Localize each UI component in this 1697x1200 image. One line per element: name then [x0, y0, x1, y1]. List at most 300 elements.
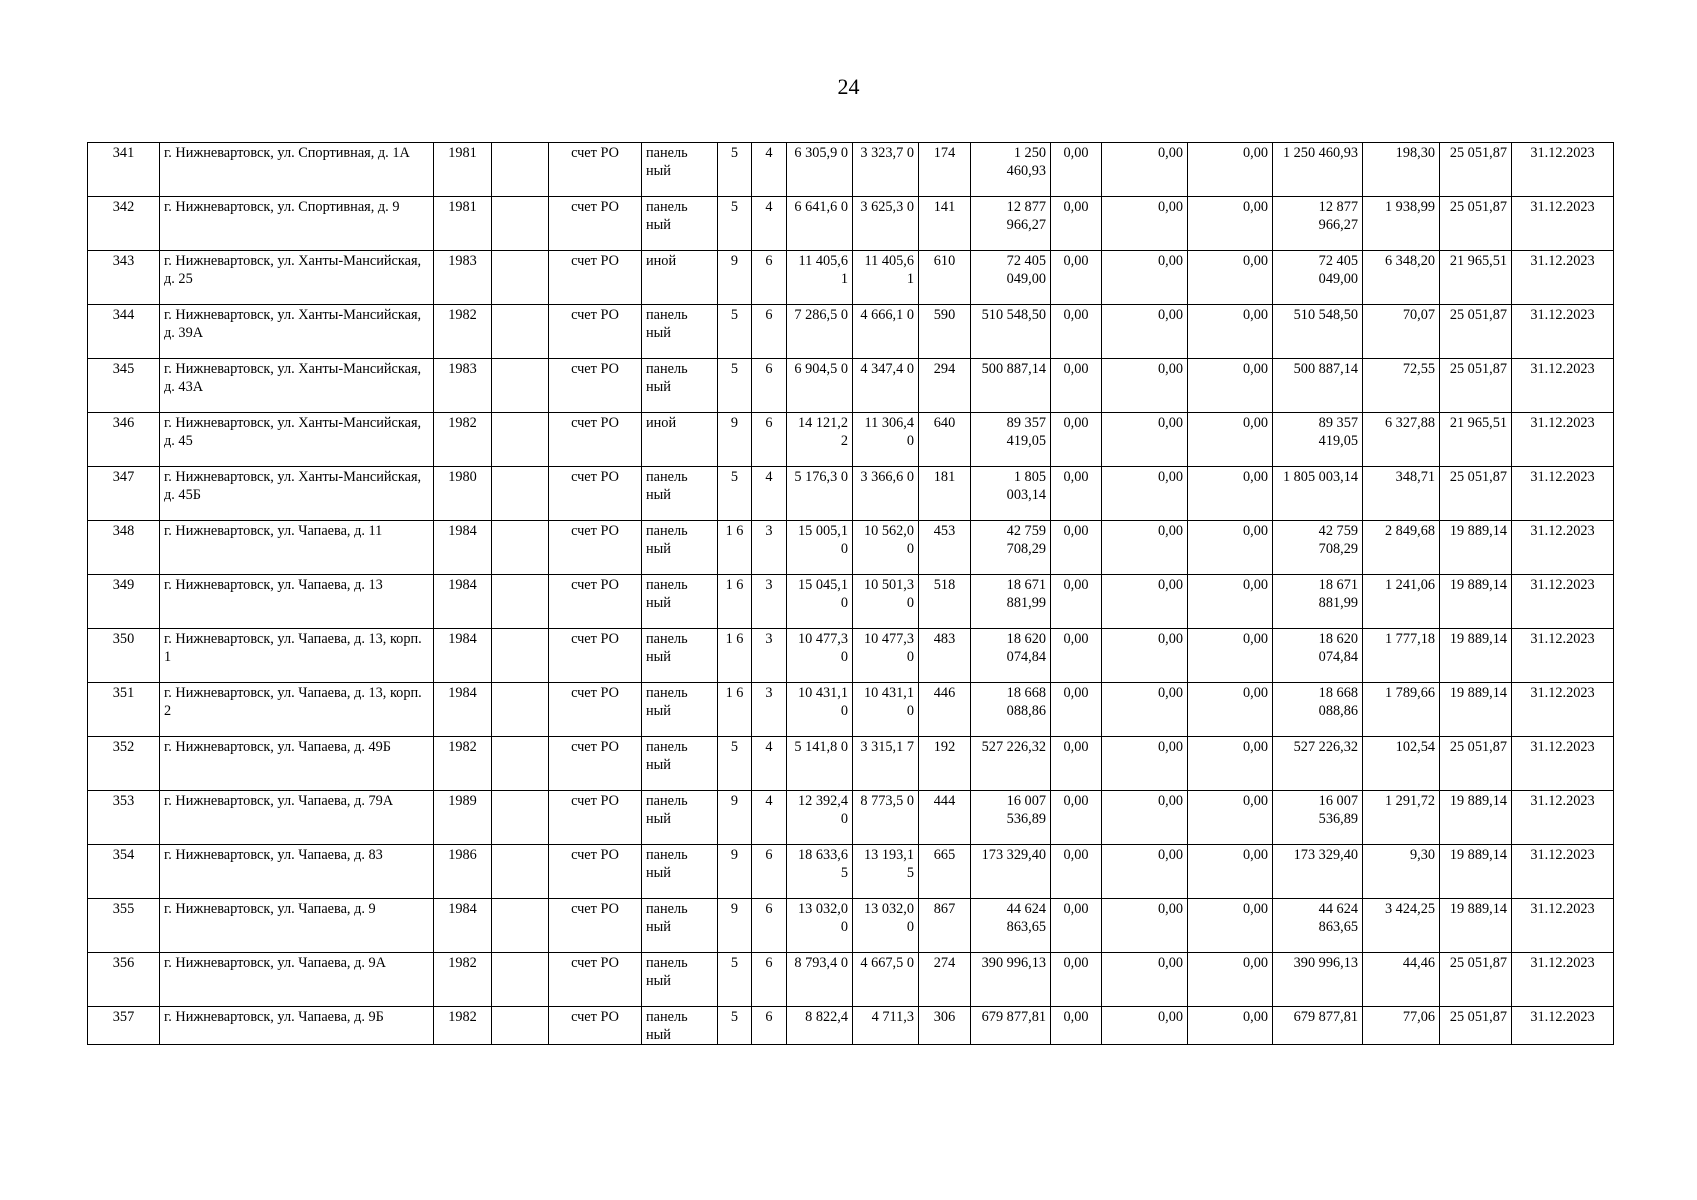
cell-address: г. Нижневартовск, ул. Ханты-Мансийская, д. 43А	[160, 359, 434, 413]
cell-row-number: 350	[88, 629, 160, 683]
cell-fund-owners: 510 548,50	[1273, 305, 1363, 359]
cell-fund-federal: 0,00	[1051, 251, 1102, 305]
cell-residents: 640	[919, 413, 971, 467]
cell-wall-material: панель ный	[642, 845, 718, 899]
housing-register-table	[87, 142, 1614, 1045]
cell-fund-method: счет РО	[549, 305, 642, 359]
cell-total-area: 6 305,9 0	[787, 143, 853, 197]
cell-residents: 446	[919, 683, 971, 737]
cell-fund-method: счет РО	[549, 359, 642, 413]
cell-fund-regional: 0,00	[1102, 845, 1188, 899]
cell-empty-col	[492, 305, 549, 359]
cell-cost-limit: 25 051,87	[1440, 737, 1512, 791]
cell-entrances: 3	[752, 575, 787, 629]
cell-total-area: 10 477,3 0	[787, 629, 853, 683]
cell-fund-regional: 0,00	[1102, 197, 1188, 251]
cell-fund-federal: 0,00	[1051, 305, 1102, 359]
cell-empty-col	[492, 521, 549, 575]
cell-entrances: 6	[752, 1007, 787, 1045]
cell-fund-federal: 0,00	[1051, 521, 1102, 575]
cell-fund-federal: 0,00	[1051, 953, 1102, 1007]
cell-completion-date: 31.12.2023	[1512, 791, 1614, 845]
cell-row-number: 353	[88, 791, 160, 845]
cell-fund-owners: 42 759 708,29	[1273, 521, 1363, 575]
cell-fund-federal: 0,00	[1051, 845, 1102, 899]
cell-row-number: 345	[88, 359, 160, 413]
cell-build-year: 1982	[434, 953, 492, 1007]
cell-residents: 453	[919, 521, 971, 575]
cell-address: г. Нижневартовск, ул. Ханты-Мансийская, д. 25	[160, 251, 434, 305]
cell-fund-method: счет РО	[549, 791, 642, 845]
cell-floors: 1 6	[718, 521, 752, 575]
cell-living-area: 4 711,3	[853, 1007, 919, 1045]
cell-fund-regional: 0,00	[1102, 467, 1188, 521]
cell-total-area: 8 822,4	[787, 1007, 853, 1045]
cell-cost-limit: 19 889,14	[1440, 845, 1512, 899]
page-number: 24	[837, 74, 860, 99]
cell-total-area: 10 431,1 0	[787, 683, 853, 737]
cell-completion-date: 31.12.2023	[1512, 737, 1614, 791]
cell-row-number: 355	[88, 899, 160, 953]
cell-total-cost: 527 226,32	[971, 737, 1051, 791]
cell-residents: 192	[919, 737, 971, 791]
cell-empty-col	[492, 845, 549, 899]
cell-build-year: 1984	[434, 521, 492, 575]
cell-fund-regional: 0,00	[1102, 791, 1188, 845]
cell-address: г. Нижневартовск, ул. Чапаева, д. 13	[160, 575, 434, 629]
cell-residents: 483	[919, 629, 971, 683]
cell-floors: 5	[718, 953, 752, 1007]
cell-wall-material: панель ный	[642, 197, 718, 251]
cell-residents: 518	[919, 575, 971, 629]
cell-living-area: 3 315,1 7	[853, 737, 919, 791]
cell-fund-owners: 44 624 863,65	[1273, 899, 1363, 953]
cell-entrances: 6	[752, 899, 787, 953]
cell-floors: 5	[718, 143, 752, 197]
cell-fund-owners: 18 668 088,86	[1273, 683, 1363, 737]
table-row	[88, 1007, 1614, 1045]
cell-fund-method: счет РО	[549, 143, 642, 197]
cell-cost-limit: 19 889,14	[1440, 575, 1512, 629]
cell-wall-material: панель ный	[642, 629, 718, 683]
cell-fund-method: счет РО	[549, 845, 642, 899]
cell-living-area: 11 306,4 0	[853, 413, 919, 467]
cell-fund-federal: 0,00	[1051, 197, 1102, 251]
cell-entrances: 4	[752, 143, 787, 197]
cell-row-number: 347	[88, 467, 160, 521]
cell-empty-col	[492, 359, 549, 413]
cell-empty-col	[492, 629, 549, 683]
cell-total-area: 6 641,6 0	[787, 197, 853, 251]
cell-wall-material: панель ный	[642, 899, 718, 953]
cell-empty-col	[492, 467, 549, 521]
cell-entrances: 4	[752, 197, 787, 251]
cell-floors: 9	[718, 899, 752, 953]
cell-address: г. Нижневартовск, ул. Спортивная, д. 9	[160, 197, 434, 251]
table-row	[88, 413, 1614, 467]
table-row	[88, 143, 1614, 197]
cell-cost-limit: 21 965,51	[1440, 251, 1512, 305]
cell-completion-date: 31.12.2023	[1512, 899, 1614, 953]
cell-total-cost: 390 996,13	[971, 953, 1051, 1007]
cell-fund-method: счет РО	[549, 1007, 642, 1045]
cell-fund-owners: 72 405 049,00	[1273, 251, 1363, 305]
cell-fund-local: 0,00	[1188, 1007, 1273, 1045]
cell-unit-cost: 70,07	[1363, 305, 1440, 359]
cell-floors: 9	[718, 413, 752, 467]
cell-completion-date: 31.12.2023	[1512, 359, 1614, 413]
cell-floors: 9	[718, 845, 752, 899]
cell-row-number: 343	[88, 251, 160, 305]
cell-fund-local: 0,00	[1188, 899, 1273, 953]
cell-entrances: 6	[752, 845, 787, 899]
cell-total-cost: 44 624 863,65	[971, 899, 1051, 953]
cell-floors: 5	[718, 467, 752, 521]
cell-living-area: 10 501,3 0	[853, 575, 919, 629]
cell-fund-federal: 0,00	[1051, 359, 1102, 413]
cell-residents: 141	[919, 197, 971, 251]
cell-address: г. Нижневартовск, ул. Чапаева, д. 13, корп. 2	[160, 683, 434, 737]
cell-total-cost: 16 007 536,89	[971, 791, 1051, 845]
cell-row-number: 342	[88, 197, 160, 251]
cell-empty-col	[492, 143, 549, 197]
cell-floors: 5	[718, 1007, 752, 1045]
cell-residents: 181	[919, 467, 971, 521]
cell-entrances: 3	[752, 629, 787, 683]
table-row	[88, 521, 1614, 575]
cell-fund-regional: 0,00	[1102, 683, 1188, 737]
cell-fund-regional: 0,00	[1102, 251, 1188, 305]
cell-residents: 665	[919, 845, 971, 899]
cell-fund-federal: 0,00	[1051, 629, 1102, 683]
cell-living-area: 11 405,6 1	[853, 251, 919, 305]
cell-fund-owners: 18 671 881,99	[1273, 575, 1363, 629]
cell-row-number: 341	[88, 143, 160, 197]
cell-fund-method: счет РО	[549, 251, 642, 305]
cell-total-cost: 173 329,40	[971, 845, 1051, 899]
cell-living-area: 10 431,1 0	[853, 683, 919, 737]
cell-unit-cost: 1 777,18	[1363, 629, 1440, 683]
cell-unit-cost: 9,30	[1363, 845, 1440, 899]
cell-cost-limit: 25 051,87	[1440, 1007, 1512, 1045]
cell-empty-col	[492, 737, 549, 791]
cell-fund-owners: 679 877,81	[1273, 1007, 1363, 1045]
cell-entrances: 6	[752, 359, 787, 413]
table-row	[88, 953, 1614, 1007]
cell-entrances: 3	[752, 683, 787, 737]
cell-address: г. Нижневартовск, ул. Ханты-Мансийская, д. 45	[160, 413, 434, 467]
cell-completion-date: 31.12.2023	[1512, 467, 1614, 521]
cell-fund-owners: 18 620 074,84	[1273, 629, 1363, 683]
cell-floors: 1 6	[718, 629, 752, 683]
cell-empty-col	[492, 953, 549, 1007]
cell-completion-date: 31.12.2023	[1512, 1007, 1614, 1045]
cell-fund-regional: 0,00	[1102, 413, 1188, 467]
table-row	[88, 251, 1614, 305]
cell-total-cost: 18 671 881,99	[971, 575, 1051, 629]
cell-completion-date: 31.12.2023	[1512, 305, 1614, 359]
cell-fund-method: счет РО	[549, 629, 642, 683]
cell-build-year: 1983	[434, 359, 492, 413]
cell-unit-cost: 6 327,88	[1363, 413, 1440, 467]
cell-fund-federal: 0,00	[1051, 737, 1102, 791]
cell-fund-owners: 1 250 460,93	[1273, 143, 1363, 197]
cell-fund-owners: 1 805 003,14	[1273, 467, 1363, 521]
table-row	[88, 359, 1614, 413]
cell-wall-material: панель ный	[642, 575, 718, 629]
cell-empty-col	[492, 683, 549, 737]
cell-entrances: 4	[752, 791, 787, 845]
cell-residents: 590	[919, 305, 971, 359]
cell-fund-regional: 0,00	[1102, 629, 1188, 683]
cell-row-number: 351	[88, 683, 160, 737]
cell-fund-method: счет РО	[549, 467, 642, 521]
cell-total-area: 15 005,1 0	[787, 521, 853, 575]
cell-wall-material: панель ный	[642, 467, 718, 521]
cell-fund-method: счет РО	[549, 521, 642, 575]
cell-fund-federal: 0,00	[1051, 683, 1102, 737]
cell-wall-material: панель ный	[642, 305, 718, 359]
cell-build-year: 1982	[434, 737, 492, 791]
cell-cost-limit: 25 051,87	[1440, 359, 1512, 413]
cell-fund-regional: 0,00	[1102, 1007, 1188, 1045]
cell-build-year: 1984	[434, 575, 492, 629]
cell-total-cost: 12 877 966,27	[971, 197, 1051, 251]
cell-floors: 5	[718, 359, 752, 413]
cell-build-year: 1984	[434, 629, 492, 683]
cell-fund-method: счет РО	[549, 683, 642, 737]
cell-fund-federal: 0,00	[1051, 143, 1102, 197]
cell-address: г. Нижневартовск, ул. Чапаева, д. 11	[160, 521, 434, 575]
cell-fund-local: 0,00	[1188, 143, 1273, 197]
cell-total-cost: 72 405 049,00	[971, 251, 1051, 305]
cell-cost-limit: 25 051,87	[1440, 467, 1512, 521]
cell-build-year: 1986	[434, 845, 492, 899]
table-row	[88, 629, 1614, 683]
cell-residents: 294	[919, 359, 971, 413]
cell-build-year: 1982	[434, 1007, 492, 1045]
cell-fund-regional: 0,00	[1102, 899, 1188, 953]
cell-completion-date: 31.12.2023	[1512, 251, 1614, 305]
cell-total-area: 5 176,3 0	[787, 467, 853, 521]
cell-cost-limit: 19 889,14	[1440, 791, 1512, 845]
cell-wall-material: панель ный	[642, 359, 718, 413]
table-row	[88, 791, 1614, 845]
cell-address: г. Нижневартовск, ул. Чапаева, д. 13, корп. 1	[160, 629, 434, 683]
table-row	[88, 575, 1614, 629]
cell-fund-regional: 0,00	[1102, 359, 1188, 413]
cell-total-cost: 18 620 074,84	[971, 629, 1051, 683]
cell-total-area: 7 286,5 0	[787, 305, 853, 359]
cell-empty-col	[492, 899, 549, 953]
cell-unit-cost: 1 789,66	[1363, 683, 1440, 737]
cell-fund-method: счет РО	[549, 953, 642, 1007]
cell-fund-local: 0,00	[1188, 467, 1273, 521]
cell-total-cost: 679 877,81	[971, 1007, 1051, 1045]
cell-floors: 9	[718, 251, 752, 305]
cell-wall-material: иной	[642, 413, 718, 467]
cell-fund-local: 0,00	[1188, 575, 1273, 629]
cell-fund-local: 0,00	[1188, 251, 1273, 305]
cell-total-area: 8 793,4 0	[787, 953, 853, 1007]
cell-unit-cost: 348,71	[1363, 467, 1440, 521]
cell-wall-material: иной	[642, 251, 718, 305]
cell-fund-regional: 0,00	[1102, 953, 1188, 1007]
table-row	[88, 683, 1614, 737]
cell-unit-cost: 44,46	[1363, 953, 1440, 1007]
cell-address: г. Нижневартовск, ул. Чапаева, д. 49Б	[160, 737, 434, 791]
cell-total-cost: 500 887,14	[971, 359, 1051, 413]
cell-fund-owners: 527 226,32	[1273, 737, 1363, 791]
cell-fund-local: 0,00	[1188, 359, 1273, 413]
cell-row-number: 346	[88, 413, 160, 467]
cell-fund-owners: 12 877 966,27	[1273, 197, 1363, 251]
cell-entrances: 4	[752, 737, 787, 791]
cell-total-area: 11 405,6 1	[787, 251, 853, 305]
cell-build-year: 1981	[434, 197, 492, 251]
cell-empty-col	[492, 791, 549, 845]
cell-cost-limit: 25 051,87	[1440, 197, 1512, 251]
cell-unit-cost: 6 348,20	[1363, 251, 1440, 305]
cell-row-number: 348	[88, 521, 160, 575]
cell-address: г. Нижневартовск, ул. Чапаева, д. 79А	[160, 791, 434, 845]
cell-residents: 274	[919, 953, 971, 1007]
cell-row-number: 349	[88, 575, 160, 629]
cell-build-year: 1982	[434, 305, 492, 359]
cell-cost-limit: 19 889,14	[1440, 521, 1512, 575]
cell-cost-limit: 25 051,87	[1440, 953, 1512, 1007]
cell-address: г. Нижневартовск, ул. Ханты-Мансийская, д. 39А	[160, 305, 434, 359]
cell-build-year: 1983	[434, 251, 492, 305]
cell-residents: 610	[919, 251, 971, 305]
cell-total-area: 6 904,5 0	[787, 359, 853, 413]
cell-fund-local: 0,00	[1188, 305, 1273, 359]
cell-residents: 444	[919, 791, 971, 845]
cell-entrances: 3	[752, 521, 787, 575]
cell-fund-local: 0,00	[1188, 629, 1273, 683]
cell-unit-cost: 77,06	[1363, 1007, 1440, 1045]
cell-fund-federal: 0,00	[1051, 467, 1102, 521]
cell-unit-cost: 1 938,99	[1363, 197, 1440, 251]
cell-total-area: 14 121,2 2	[787, 413, 853, 467]
cell-living-area: 4 347,4 0	[853, 359, 919, 413]
cell-living-area: 3 366,6 0	[853, 467, 919, 521]
cell-fund-federal: 0,00	[1051, 791, 1102, 845]
cell-living-area: 13 193,1 5	[853, 845, 919, 899]
cell-address: г. Нижневартовск, ул. Чапаева, д. 9А	[160, 953, 434, 1007]
cell-completion-date: 31.12.2023	[1512, 143, 1614, 197]
cell-wall-material: панель ный	[642, 953, 718, 1007]
cell-living-area: 13 032,0 0	[853, 899, 919, 953]
cell-total-cost: 89 357 419,05	[971, 413, 1051, 467]
cell-empty-col	[492, 251, 549, 305]
cell-entrances: 6	[752, 953, 787, 1007]
cell-entrances: 6	[752, 305, 787, 359]
cell-row-number: 356	[88, 953, 160, 1007]
cell-residents: 306	[919, 1007, 971, 1045]
cell-floors: 5	[718, 305, 752, 359]
cell-total-area: 15 045,1 0	[787, 575, 853, 629]
cell-address: г. Нижневартовск, ул. Ханты-Мансийская, д. 45Б	[160, 467, 434, 521]
cell-cost-limit: 19 889,14	[1440, 899, 1512, 953]
cell-fund-regional: 0,00	[1102, 575, 1188, 629]
cell-cost-limit: 25 051,87	[1440, 143, 1512, 197]
cell-floors: 1 6	[718, 683, 752, 737]
cell-row-number: 354	[88, 845, 160, 899]
cell-fund-method: счет РО	[549, 197, 642, 251]
cell-unit-cost: 3 424,25	[1363, 899, 1440, 953]
table-row	[88, 737, 1614, 791]
cell-entrances: 6	[752, 413, 787, 467]
cell-completion-date: 31.12.2023	[1512, 845, 1614, 899]
cell-cost-limit: 19 889,14	[1440, 683, 1512, 737]
table-row	[88, 467, 1614, 521]
cell-completion-date: 31.12.2023	[1512, 575, 1614, 629]
cell-row-number: 352	[88, 737, 160, 791]
cell-wall-material: панель ный	[642, 737, 718, 791]
cell-fund-regional: 0,00	[1102, 521, 1188, 575]
cell-row-number: 357	[88, 1007, 160, 1045]
cell-living-area: 4 667,5 0	[853, 953, 919, 1007]
cell-completion-date: 31.12.2023	[1512, 683, 1614, 737]
cell-unit-cost: 2 849,68	[1363, 521, 1440, 575]
cell-total-cost: 1 805 003,14	[971, 467, 1051, 521]
cell-living-area: 3 323,7 0	[853, 143, 919, 197]
cell-cost-limit: 19 889,14	[1440, 629, 1512, 683]
cell-build-year: 1989	[434, 791, 492, 845]
cell-living-area: 8 773,5 0	[853, 791, 919, 845]
table-row	[88, 305, 1614, 359]
table-row	[88, 899, 1614, 953]
cell-fund-local: 0,00	[1188, 845, 1273, 899]
cell-floors: 9	[718, 791, 752, 845]
cell-fund-federal: 0,00	[1051, 899, 1102, 953]
cell-wall-material: панель ный	[642, 521, 718, 575]
cell-fund-method: счет РО	[549, 899, 642, 953]
cell-completion-date: 31.12.2023	[1512, 521, 1614, 575]
cell-completion-date: 31.12.2023	[1512, 413, 1614, 467]
cell-fund-owners: 16 007 536,89	[1273, 791, 1363, 845]
cell-total-area: 13 032,0 0	[787, 899, 853, 953]
cell-fund-method: счет РО	[549, 575, 642, 629]
cell-empty-col	[492, 1007, 549, 1045]
cell-fund-regional: 0,00	[1102, 737, 1188, 791]
cell-build-year: 1984	[434, 683, 492, 737]
cell-floors: 5	[718, 737, 752, 791]
cell-living-area: 4 666,1 0	[853, 305, 919, 359]
cell-fund-federal: 0,00	[1051, 575, 1102, 629]
cell-residents: 174	[919, 143, 971, 197]
cell-fund-local: 0,00	[1188, 791, 1273, 845]
cell-row-number: 344	[88, 305, 160, 359]
cell-fund-regional: 0,00	[1102, 143, 1188, 197]
cell-completion-date: 31.12.2023	[1512, 197, 1614, 251]
cell-total-area: 18 633,6 5	[787, 845, 853, 899]
cell-fund-owners: 500 887,14	[1273, 359, 1363, 413]
cell-address: г. Нижневартовск, ул. Чапаева, д. 9Б	[160, 1007, 434, 1045]
cell-wall-material: панель ный	[642, 143, 718, 197]
cell-cost-limit: 21 965,51	[1440, 413, 1512, 467]
cell-wall-material: панель ный	[642, 683, 718, 737]
cell-build-year: 1982	[434, 413, 492, 467]
cell-cost-limit: 25 051,87	[1440, 305, 1512, 359]
cell-total-area: 12 392,4 0	[787, 791, 853, 845]
cell-fund-local: 0,00	[1188, 413, 1273, 467]
cell-fund-local: 0,00	[1188, 683, 1273, 737]
cell-empty-col	[492, 197, 549, 251]
cell-total-area: 5 141,8 0	[787, 737, 853, 791]
cell-entrances: 6	[752, 251, 787, 305]
